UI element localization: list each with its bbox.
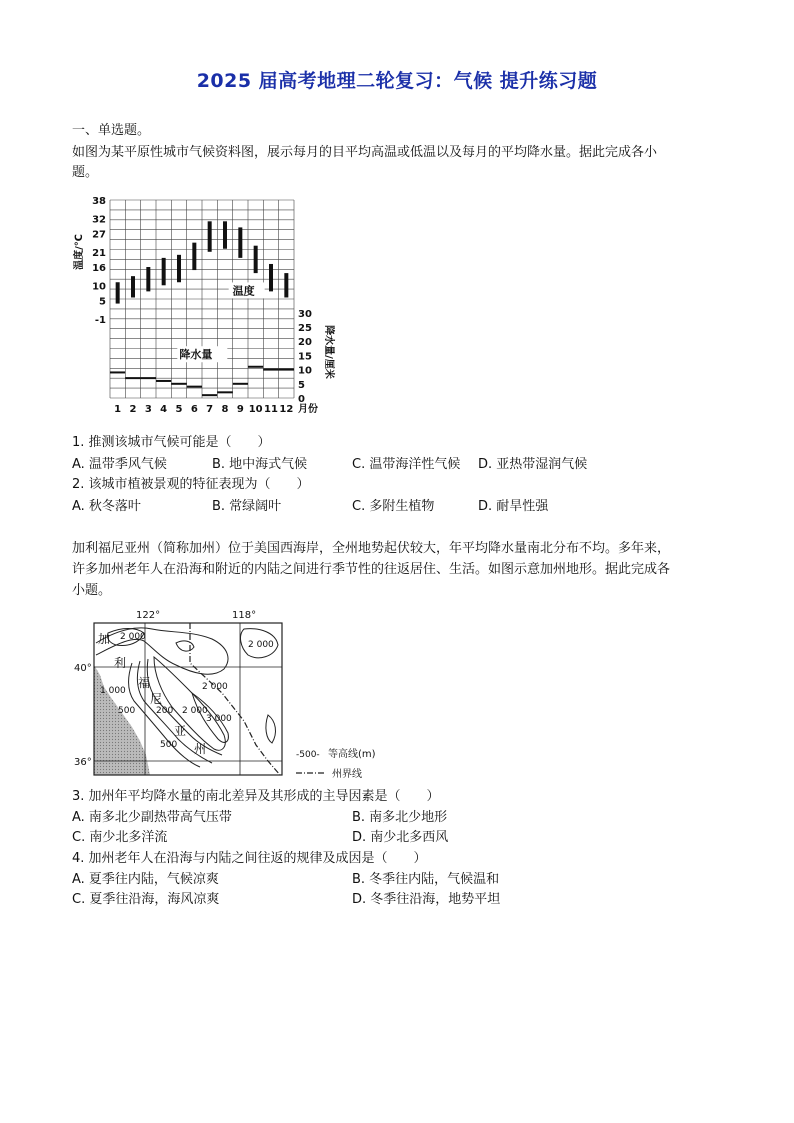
precip-tick-label: 15 (298, 351, 312, 363)
temp-tick-label: 21 (92, 247, 106, 259)
q3-option-d[interactable]: D. 南少北多西风 (352, 830, 449, 845)
q4-option-b[interactable]: B. 冬季往内陆，气候温和 (352, 872, 500, 887)
month-tick-label: 10 (248, 404, 263, 415)
place-char-fu: 福 (138, 676, 151, 690)
month-tick-label: 9 (236, 404, 244, 415)
month-tick-label: 3 (144, 404, 152, 415)
q4-option-c[interactable]: C. 夏季往沿海，海风凉爽 (72, 892, 220, 907)
lon-label-118: 118° (232, 610, 257, 621)
temp-tick-label: 32 (92, 214, 106, 226)
q2-option-c[interactable]: C. 多附生植物 (352, 499, 435, 514)
temp-tick-label: 10 (92, 281, 106, 293)
contour-label: 2 000 (182, 706, 208, 716)
q2-option-b[interactable]: B. 常绿阔叶 (212, 499, 282, 514)
temp-tick-label: 16 (92, 263, 106, 275)
temp-range-bar (238, 227, 242, 257)
contour-line (176, 641, 194, 651)
q2-stem: 2. 该城市植被景观的特征表现为（ ） (72, 477, 310, 492)
temp-range-bar (177, 255, 181, 282)
precip-tick-label: 25 (298, 323, 312, 334)
month-tick-label: 7 (206, 404, 214, 415)
q4-option-d[interactable]: D. 冬季往沿海，地势平坦 (352, 892, 501, 907)
temp-range-bar (162, 258, 166, 285)
legend-border-label: 州界线 (332, 769, 362, 780)
temp-range-bar (269, 264, 273, 291)
contour-label: 2 000 (202, 682, 228, 692)
place-char-zhou: 州 (194, 742, 207, 756)
chart-text (72, 196, 336, 415)
precip-tick-label: 20 (298, 337, 312, 349)
month-tick-label: 4 (160, 404, 168, 415)
q3-option-b[interactable]: B. 南多北少地形 (352, 810, 448, 825)
contour-label: 3 000 (206, 714, 232, 724)
intro1-line1: 如图为某平原性城市气候资料图，展示每月的目平均高温或低温以及每月的平均降水量。据此完成各小 (72, 145, 658, 160)
q4-option-a[interactable]: A. 夏季往内陆，气候凉爽 (72, 872, 219, 887)
legend-contour-label: 等高线(m) (328, 749, 376, 760)
q2-option-a[interactable]: A. 秋冬落叶 (72, 499, 141, 514)
month-tick-label: 2 (129, 404, 137, 415)
intro1-line2: 题。 (72, 165, 99, 180)
contour-label: 500 (160, 740, 178, 750)
month-tick-label: 1 (114, 404, 122, 415)
temp-tick-label: 5 (99, 296, 106, 308)
contour-line (266, 715, 276, 743)
temp-range-bar (146, 267, 150, 291)
temp-range-bar (131, 276, 135, 297)
month-tick-label: 6 (190, 404, 198, 415)
q3-option-c[interactable]: C. 南少北多洋流 (72, 830, 168, 845)
x-axis-label: 月份 (298, 404, 318, 415)
climate-chart (72, 192, 342, 420)
precip-tick-label: 30 (298, 308, 312, 320)
legend-contour-symbol: -500- (296, 750, 320, 760)
intro2-line2: 许多加州老年人在沿海和附近的内陆之间进行季节性的往返居住、生活。如图示意加州地形。据此完成各 (72, 562, 671, 577)
month-tick-label: 8 (221, 404, 229, 415)
contour-label: 200 (156, 706, 174, 716)
intro2-line3: 小题。 (72, 583, 112, 598)
contour-label: 2 000 (120, 632, 146, 642)
california-terrain-map (72, 603, 382, 781)
temp-range-bar (254, 246, 258, 273)
intro2-line1: 加利福尼亚州（简称加州）位于美国西海岸，全州地势起伏较大，年平均降水量南北分布不均。多年来， (72, 541, 671, 556)
lat-label-36: 36° (74, 757, 92, 768)
q3-stem: 3. 加州年平均降水量的南北差异及其形成的主导因素是（ ） (72, 789, 440, 804)
q4-stem: 4. 加州老年人在沿海与内陆之间往返的规律及成因是（ ） (72, 851, 427, 866)
precip-tick-label: 0 (298, 394, 305, 405)
temp-range-bar (223, 221, 227, 248)
q1-option-d[interactable]: D. 亚热带湿润气候 (478, 457, 588, 472)
precip-tick-label: 5 (298, 379, 305, 391)
month-tick-label: 12 (279, 404, 294, 415)
q1-option-a[interactable]: A. 温带季风气候 (72, 457, 167, 472)
temp-tick-label: 38 (92, 196, 106, 207)
temp-range-bar (208, 221, 212, 251)
q2-option-d[interactable]: D. 耐旱性强 (478, 499, 549, 514)
place-char-ya: 亚 (174, 724, 187, 738)
place-char-ni: 尼 (150, 692, 163, 706)
precip-tick-label: 10 (298, 365, 312, 377)
temp-range-bar (284, 273, 288, 297)
q1-option-b[interactable]: B. 地中海式气候 (212, 457, 308, 472)
temp-range-bar (192, 243, 196, 270)
place-char-li: 利 (114, 656, 127, 670)
section-heading: 一、单选题。 (72, 123, 151, 138)
month-tick-label: 5 (175, 404, 183, 415)
month-tick-label: 11 (264, 404, 278, 415)
precip-series-label: 降水量 (179, 348, 213, 362)
temp-range-bar (116, 282, 120, 303)
place-char-jia: 加 (98, 632, 111, 646)
lat-label-40: 40° (74, 663, 92, 674)
q1-option-c[interactable]: C. 温带海洋性气候 (352, 457, 461, 472)
page-title: 2025 届高考地理二轮复习：气候 提升练习题 (196, 70, 598, 92)
temp-axis-label: 温度/℃ (74, 234, 85, 270)
temp-tick-label: -1 (94, 314, 106, 326)
contour-label: 2 000 (248, 640, 274, 650)
contour-label: 1 000 (100, 686, 126, 696)
contour-label: 500 (118, 706, 136, 716)
chart-grid (110, 200, 294, 398)
precip-axis-label: 降水量/厘米 (323, 325, 334, 379)
temp-series-label: 温度 (232, 284, 255, 298)
temp-tick-label: 27 (92, 229, 106, 241)
lon-label-122: 122° (136, 610, 161, 621)
q1-stem: 1. 推测该城市气候可能是（ ） (72, 435, 271, 450)
q3-option-a[interactable]: A. 南多北少副热带高气压带 (72, 810, 232, 825)
